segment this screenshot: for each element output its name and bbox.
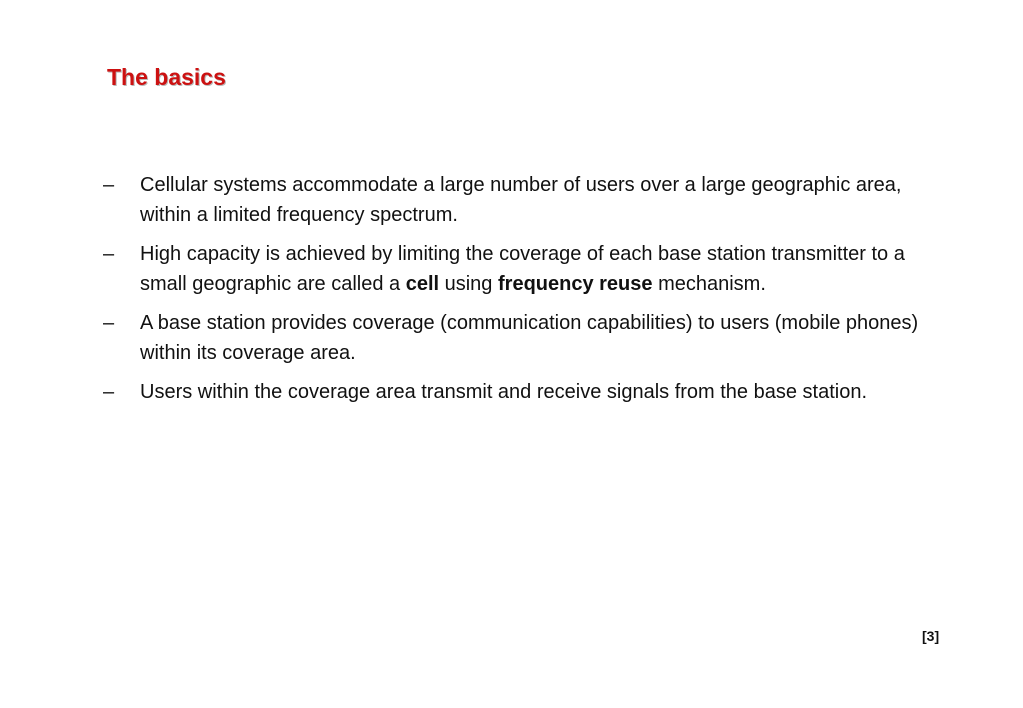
bullet-item bbox=[103, 240, 943, 299]
dash-marker: – bbox=[103, 312, 115, 334]
bullet-item bbox=[103, 378, 943, 408]
bullet-text: A base station provides coverage (communication capabilities) to users (mobile phones) within its coverage area. bbox=[140, 312, 919, 364]
bullet-item bbox=[103, 309, 943, 368]
bullet-list bbox=[103, 171, 943, 418]
bullet-text: Users within the coverage area transmit and receive signals from the base station. bbox=[140, 381, 868, 403]
slide-title: The basics bbox=[107, 64, 226, 90]
bullet-text: mechanism. bbox=[652, 272, 766, 295]
dash-marker: – bbox=[103, 174, 115, 196]
dash-marker: – bbox=[103, 381, 115, 403]
page-number: [3] bbox=[922, 628, 940, 644]
bullet-text: using bbox=[439, 272, 498, 295]
bold-term-cell: cell bbox=[405, 272, 440, 295]
bullet-text: High capacity is achieved by limiting the coverage of each base station transmitter to a small geographic are called a bbox=[140, 243, 905, 295]
bold-term-frequency-reuse: frequency reuse bbox=[498, 272, 653, 295]
bullet-text: Cellular systems accommodate a large number of users over a large geographic area, within a limited frequency spectrum. bbox=[140, 174, 902, 226]
bullet-item bbox=[103, 171, 943, 230]
dash-marker: – bbox=[103, 243, 115, 265]
